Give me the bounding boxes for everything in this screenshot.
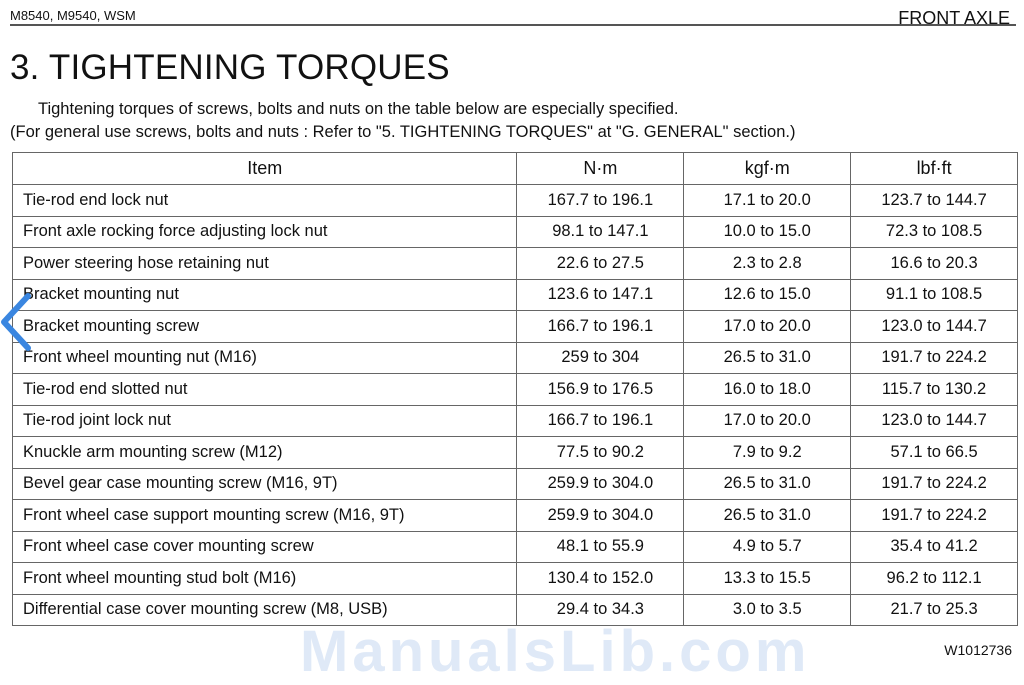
table-row: [13, 468, 1018, 500]
page-title: 3. TIGHTENING TORQUES: [10, 48, 450, 87]
table-header-row: [13, 153, 1018, 185]
item-name: Bevel gear case mounting screw (M16, 9T): [13, 468, 517, 500]
torque-lbfft: 191.7 to 224.2: [851, 342, 1018, 374]
previous-page-button[interactable]: [0, 292, 38, 352]
table-row: [13, 248, 1018, 280]
table-row: [13, 563, 1018, 595]
torque-lbfft: 96.2 to 112.1: [851, 563, 1018, 595]
item-name: Bracket mounting nut: [13, 279, 517, 311]
torque-kgfm: 26.5 to 31.0: [684, 500, 851, 532]
torque-lbfft: 21.7 to 25.3: [851, 594, 1018, 626]
torque-nm: 29.4 to 34.3: [517, 594, 684, 626]
torque-lbfft: 115.7 to 130.2: [851, 374, 1018, 406]
column-header-lbfft: lbf·ft: [851, 153, 1018, 185]
torque-kgfm: 17.0 to 20.0: [684, 405, 851, 437]
item-name: Knuckle arm mounting screw (M12): [13, 437, 517, 469]
torque-nm: 130.4 to 152.0: [517, 563, 684, 595]
torque-nm: 123.6 to 147.1: [517, 279, 684, 311]
torque-lbfft: 123.0 to 144.7: [851, 311, 1018, 343]
header-rule: [10, 24, 1016, 26]
torque-kgfm: 10.0 to 15.0: [684, 216, 851, 248]
table-row: [13, 405, 1018, 437]
torque-nm: 166.7 to 196.1: [517, 311, 684, 343]
manual-code: M8540, M9540, WSM: [10, 8, 136, 23]
torque-kgfm: 12.6 to 15.0: [684, 279, 851, 311]
column-header-nm: N·m: [517, 153, 684, 185]
intro-text: Tightening torques of screws, bolts and nuts on the table below are especially specified.: [38, 100, 679, 118]
torque-table: [12, 152, 1018, 626]
item-name: Tie-rod joint lock nut: [13, 405, 517, 437]
torque-kgfm: 13.3 to 15.5: [684, 563, 851, 595]
item-name: Tie-rod end slotted nut: [13, 374, 517, 406]
torque-nm: 77.5 to 90.2: [517, 437, 684, 469]
table-row: [13, 374, 1018, 406]
watermark: ManualsLib.com: [300, 619, 811, 684]
torque-nm: 259.9 to 304.0: [517, 500, 684, 532]
torque-nm: 156.9 to 176.5: [517, 374, 684, 406]
item-name: Bracket mounting screw: [13, 311, 517, 343]
torque-kgfm: 3.0 to 3.5: [684, 594, 851, 626]
torque-lbfft: 123.7 to 144.7: [851, 185, 1018, 217]
section-name: FRONT AXLE: [898, 8, 1010, 28]
torque-nm: 98.1 to 147.1: [517, 216, 684, 248]
item-name: Differential case cover mounting screw (M8, USB): [13, 594, 517, 626]
torque-kgfm: 7.9 to 9.2: [684, 437, 851, 469]
torque-kgfm: 26.5 to 31.0: [684, 342, 851, 374]
torque-lbfft: 57.1 to 66.5: [851, 437, 1018, 469]
torque-kgfm: 4.9 to 5.7: [684, 531, 851, 563]
table-row: [13, 216, 1018, 248]
table-row: [13, 500, 1018, 532]
torque-nm: 167.7 to 196.1: [517, 185, 684, 217]
table-row: [13, 342, 1018, 374]
torque-nm: 259 to 304: [517, 342, 684, 374]
torque-kgfm: 16.0 to 18.0: [684, 374, 851, 406]
item-name: Tie-rod end lock nut: [13, 185, 517, 217]
torque-lbfft: 35.4 to 41.2: [851, 531, 1018, 563]
torque-lbfft: 16.6 to 20.3: [851, 248, 1018, 280]
torque-lbfft: 91.1 to 108.5: [851, 279, 1018, 311]
torque-nm: 259.9 to 304.0: [517, 468, 684, 500]
torque-kgfm: 17.0 to 20.0: [684, 311, 851, 343]
torque-nm: 48.1 to 55.9: [517, 531, 684, 563]
torque-nm: 166.7 to 196.1: [517, 405, 684, 437]
table-row: [13, 437, 1018, 469]
item-name: Front axle rocking force adjusting lock nut: [13, 216, 517, 248]
torque-nm: 22.6 to 27.5: [517, 248, 684, 280]
torque-kgfm: 17.1 to 20.0: [684, 185, 851, 217]
torque-lbfft: 72.3 to 108.5: [851, 216, 1018, 248]
item-name: Front wheel case support mounting screw (M16, 9T): [13, 500, 517, 532]
item-name: Front wheel mounting nut (M16): [13, 342, 517, 374]
torque-lbfft: 191.7 to 224.2: [851, 500, 1018, 532]
column-header-kgfm: kgf·m: [684, 153, 851, 185]
table-row: [13, 311, 1018, 343]
chevron-left-icon: [0, 292, 38, 352]
column-header-item: Item: [13, 153, 517, 185]
item-name: Front wheel case cover mounting screw: [13, 531, 517, 563]
table-row: [13, 279, 1018, 311]
table-row: [13, 531, 1018, 563]
intro-reference: (For general use screws, bolts and nuts : Refer to "5. TIGHTENING TORQUES" at "G. GENERAL" section.): [10, 123, 796, 141]
table-row: [13, 185, 1018, 217]
figure-code: W1012736: [944, 642, 1012, 658]
torque-kgfm: 2.3 to 2.8: [684, 248, 851, 280]
torque-kgfm: 26.5 to 31.0: [684, 468, 851, 500]
item-name: Power steering hose retaining nut: [13, 248, 517, 280]
torque-lbfft: 191.7 to 224.2: [851, 468, 1018, 500]
item-name: Front wheel mounting stud bolt (M16): [13, 563, 517, 595]
torque-lbfft: 123.0 to 144.7: [851, 405, 1018, 437]
